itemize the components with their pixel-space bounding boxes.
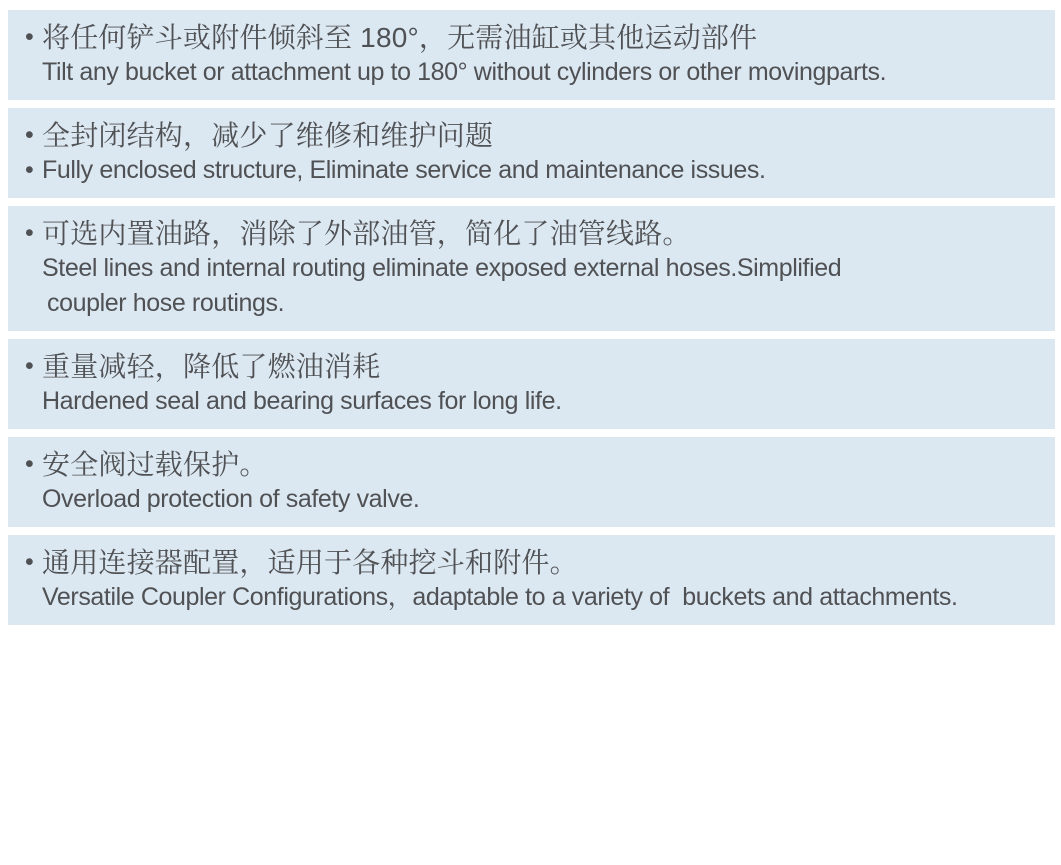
feature-card bbox=[8, 108, 1055, 198]
feature-text-zh: 将任何铲斗或附件倾斜至 180°，无需油缸或其他运动部件 bbox=[42, 22, 758, 53]
feature-card bbox=[8, 10, 1055, 100]
feature-text-zh: 全封闭结构，减少了维修和维护问题 bbox=[42, 120, 494, 151]
feature-text-en: Steel lines and internal routing eliminate exposed external hoses.Simplified bbox=[42, 254, 842, 282]
bullet-marker: • bbox=[25, 23, 34, 51]
bullet-marker: • bbox=[25, 219, 34, 247]
feature-text-zh: 重量减轻，降低了燃油消耗 bbox=[42, 351, 381, 382]
feature-line-zh bbox=[25, 216, 1049, 251]
feature-line-en bbox=[25, 251, 1049, 286]
feature-text-en: Fully enclosed structure, Eliminate service and maintenance issues. bbox=[42, 156, 766, 184]
feature-line-zh bbox=[25, 545, 1049, 580]
bullet-marker: • bbox=[25, 156, 34, 184]
bullet-marker: • bbox=[25, 352, 34, 380]
feature-text-en: coupler hose routings. bbox=[47, 289, 285, 317]
feature-line-zh bbox=[25, 20, 1049, 55]
feature-card bbox=[8, 206, 1055, 331]
feature-card bbox=[8, 437, 1055, 527]
feature-line-en bbox=[25, 55, 1049, 90]
feature-text-zh: 通用连接器配置，适用于各种挖斗和附件。 bbox=[42, 547, 578, 578]
feature-card bbox=[8, 535, 1055, 625]
feature-line-en bbox=[25, 482, 1049, 517]
feature-line-zh bbox=[25, 349, 1049, 384]
feature-line-en bbox=[25, 153, 1049, 188]
feature-line-zh bbox=[25, 118, 1049, 153]
feature-line-en bbox=[25, 286, 1049, 321]
feature-text-en: Versatile Coupler Configurations，adaptable to a variety of buckets and attachments. bbox=[42, 583, 958, 611]
feature-line-zh bbox=[25, 447, 1049, 482]
feature-text-en: Hardened seal and bearing surfaces for long life. bbox=[42, 387, 562, 415]
bullet-marker: • bbox=[25, 121, 34, 149]
bullet-marker: • bbox=[25, 548, 34, 576]
bullet-marker: • bbox=[25, 450, 34, 478]
feature-text-en: Tilt any bucket or attachment up to 180° without cylinders or other movingparts. bbox=[42, 58, 887, 86]
feature-text-en: Overload protection of safety valve. bbox=[42, 485, 420, 513]
feature-line-en bbox=[25, 580, 1049, 615]
feature-line-en bbox=[25, 384, 1049, 419]
feature-text-zh: 可选内置油路，消除了外部油管，简化了油管线路。 bbox=[42, 218, 691, 249]
feature-text-zh: 安全阀过载保护。 bbox=[42, 449, 268, 480]
feature-card bbox=[8, 339, 1055, 429]
